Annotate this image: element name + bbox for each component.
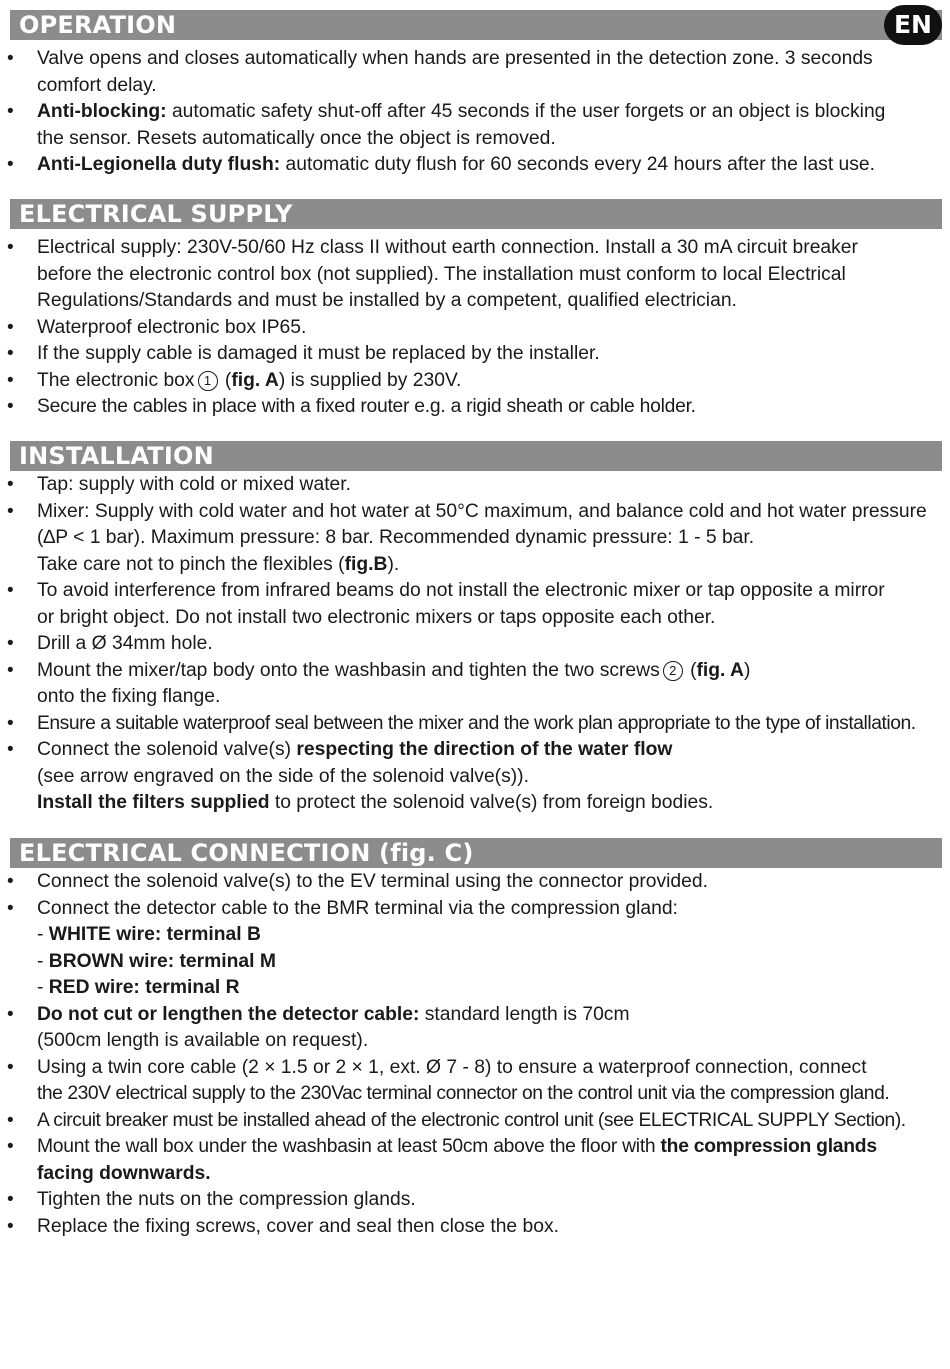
bullet-icon: • xyxy=(7,474,14,495)
list-item: • Connect the solenoid valve(s) respecting the direction of the water flow (see arrow engraved on the side of the solenoid valve(s)). Install the filters supplied to protect the solenoid valve(s) from foreign bodies. xyxy=(7,739,714,813)
list-item: • If the supply cable is damaged it must be replaced by the installer. xyxy=(0,341,945,368)
list-item: • The electronic box 1 (fig. A) is supplied by 230V. xyxy=(0,368,945,395)
list-item: • Mount the wall box under the washbasin at least 50cm above the floor with the compression glands facing downwards. xyxy=(7,1136,877,1184)
language-badge: EN xyxy=(884,5,942,45)
bullet-icon: • xyxy=(7,633,14,654)
wire-red: - RED wire: terminal R xyxy=(37,977,240,998)
bullet-icon: • xyxy=(7,101,14,122)
bullet-icon: • xyxy=(7,316,14,338)
list-item: • Connect the solenoid valve(s) to the EV terminal using the connector provided. xyxy=(0,869,945,896)
bullet-icon: • xyxy=(7,1003,14,1025)
section-title-installation: INSTALLATION xyxy=(10,441,942,471)
bullet-icon: • xyxy=(7,1109,14,1131)
bullet-icon: • xyxy=(7,237,14,258)
bullet-icon: • xyxy=(7,154,14,175)
list-item: • Using a twin core cable (2 × 1.5 or 2 × 1, ext. Ø 7 - 8) to ensure a waterproof connection, connect the 230V electrical supply to the 230Vac terminal connector on the control unit via the compression gland. xyxy=(7,1056,890,1104)
list-item: • Anti-Legionella duty flush: automatic duty flush for 60 seconds every 24 hours after the last use. xyxy=(0,152,945,179)
callout-number-2: 2 xyxy=(663,661,683,681)
list-item: • A circuit breaker must be installed ahead of the electronic control unit (see ELECTRICAL SUPPLY Section). xyxy=(0,1108,945,1135)
list-item: • To avoid interference from infrared beams do not install the electronic mixer or tap opposite a mirror or bright object. Do not install two electronic mixers or taps opposite each other. xyxy=(7,580,885,628)
list-item: • Tighten the nuts on the compression glands. xyxy=(0,1187,945,1214)
section-title-operation: OPERATION xyxy=(10,10,942,40)
bullet-icon: • xyxy=(7,1056,14,1078)
bullet-icon: • xyxy=(7,48,14,69)
list-item: • Connect the detector cable to the BMR terminal via the compression gland: - WHITE wire: terminal B - BROWN wire: terminal M - RED wire: terminal R xyxy=(0,896,945,1002)
list-item: • Tap: supply with cold or mixed water. xyxy=(0,472,945,499)
installation-list xyxy=(0,472,945,817)
operation-list xyxy=(0,46,945,179)
bullet-icon: • xyxy=(7,369,14,391)
bullet-icon: • xyxy=(7,580,14,601)
electrical-connection-list xyxy=(0,869,945,1240)
list-item: • Mixer: Supply with cold water and hot water at 50°C maximum, and balance cold and hot water pressure (∆P < 1 bar). Maximum pressure: 8 bar. Recommended dynamic pressure: 1 - 5 bar. Take care not to pinch the flexibles (fig.B). xyxy=(7,500,927,575)
bullet-icon: • xyxy=(7,1189,14,1210)
electrical-supply-list xyxy=(0,235,945,421)
list-item: • Electrical supply: 230V-50/60 Hz class II without earth connection. Install a 30 mA circuit breaker before the electronic control box (not supplied). The installation must conform to local Electrical Regulations/Standards and must be installed by a competent, qualified electrician. xyxy=(7,237,858,311)
list-item: • Anti-blocking: automatic safety shut-off after 45 seconds if the user forgets or an object is blocking the sensor. Resets automatically once the object is removed. xyxy=(7,101,886,149)
list-item: • Drill a Ø 34mm hole. xyxy=(0,631,945,658)
bullet-icon: • xyxy=(7,500,14,522)
bullet-icon: • xyxy=(7,712,14,734)
list-item: • Ensure a suitable waterproof seal between the mixer and the work plan appropriate to the type of installation. xyxy=(0,711,945,738)
section-title-electrical-connection: ELECTRICAL CONNECTION (fig. C) xyxy=(10,838,942,868)
bullet-icon: • xyxy=(7,343,14,364)
section-title-electrical-supply: ELECTRICAL SUPPLY xyxy=(10,199,942,229)
bullet-icon: • xyxy=(7,1215,14,1237)
bullet-icon: • xyxy=(7,897,14,919)
list-item: • Mount the mixer/tap body onto the washbasin and tighten the two screws 2 (fig. A) onto the fixing flange. xyxy=(7,659,751,707)
list-item: • Replace the fixing screws, cover and seal then close the box. xyxy=(0,1214,945,1241)
wire-brown: - BROWN wire: terminal M xyxy=(37,950,276,972)
bullet-icon: • xyxy=(7,396,14,417)
callout-number-1: 1 xyxy=(198,371,218,391)
list-item: • Valve opens and closes automatically when hands are presented in the detection zone. 3 seconds comfort delay. xyxy=(7,48,873,96)
list-item: • Do not cut or lengthen the detector cable: standard length is 70cm (500cm length is available on request). xyxy=(7,1003,630,1051)
list-item: • Waterproof electronic box IP65. xyxy=(0,315,945,342)
bullet-icon: • xyxy=(7,659,14,681)
list-item: • Secure the cables in place with a fixed router e.g. a rigid sheath or cable holder. xyxy=(0,394,945,421)
bullet-icon: • xyxy=(7,739,14,760)
bullet-icon: • xyxy=(7,1136,14,1157)
wire-white: - WHITE wire: terminal B xyxy=(37,924,261,945)
bullet-icon: • xyxy=(7,871,14,892)
